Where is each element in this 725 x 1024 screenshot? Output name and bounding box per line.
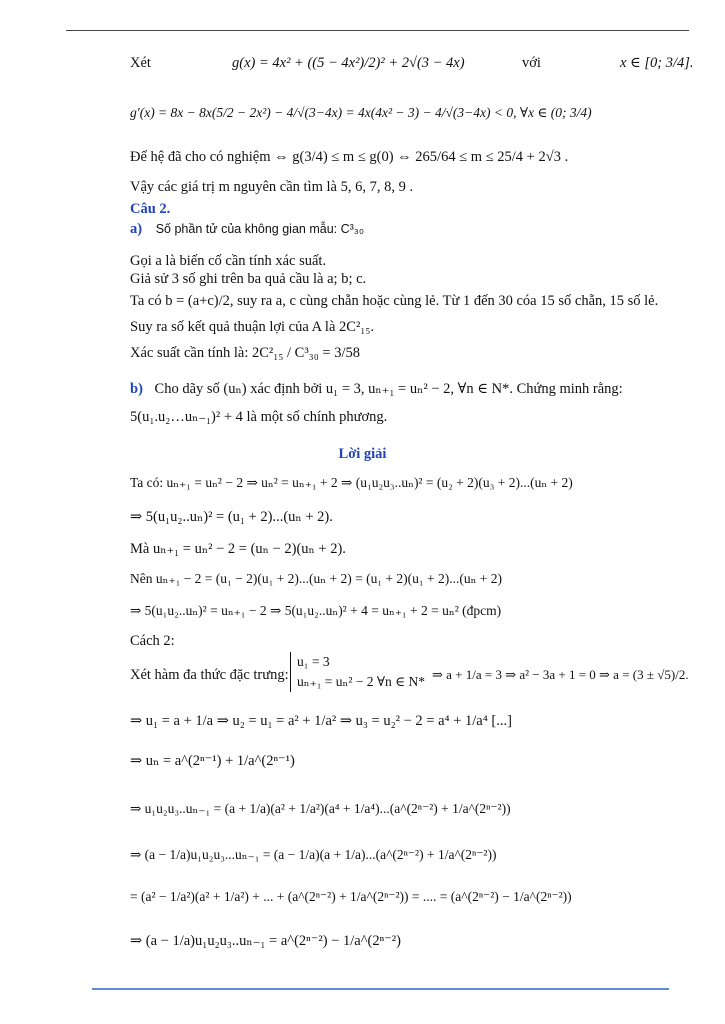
solution-title: Lời giải xyxy=(338,446,387,462)
formula-g: g(x) = 4x² + ((5 − 4x²)/2)² + 2√(3 − 4x) xyxy=(232,55,465,71)
system-eq-1: u₁ = 3 xyxy=(297,654,330,669)
question-2b-label: b) xyxy=(130,381,143,397)
question-2a-line xyxy=(130,220,364,238)
solution-line-12: = (a² − 1/a²)(a² + 1/a²) + ... + (a^(2ⁿ⁻²) + 1/a^(2ⁿ⁻²)) = .... = (a^(2ⁿ⁻²) − 1/a^(2ⁿ⁻²)) xyxy=(130,889,572,904)
solution-method-2: Cách 2: xyxy=(130,633,175,649)
text-p2: Giả sử 3 số ghi trên ba quả cầu là a; b; c. xyxy=(130,271,367,287)
solution-line-5: ⇒ 5(u₁u₂..uₙ)² = uₙ₊₁ − 2 ⇒ 5(u₁u₂..uₙ)² + 4 = uₙ₊₁ + 2 = uₙ² (đpcm) xyxy=(130,603,502,618)
text-characteristic-result: ⇒ a + 1/a = 3 ⇒ a² − 3a + 1 = 0 ⇒ a = (3 ± √5)/2. xyxy=(432,667,689,682)
text-characteristic: Xét hàm đa thức đặc trưng: xyxy=(130,667,289,683)
formula-domain: x ∈ [0; 3/4]. xyxy=(620,55,694,71)
solution-line-8: ⇒ u₁ = a + 1/a ⇒ u₂ = u₁ = a² + 1/a² ⇒ u₃ = u₂² − 2 = a⁴ + 1/a⁴ [...] xyxy=(130,713,512,729)
text-p5: Xác suất cần tính là: 2C²₁₅ / C³₃₀ = 3/58 xyxy=(130,345,360,361)
solution-line-3: Mà uₙ₊₁ = uₙ² − 2 = (uₙ − 2)(uₙ + 2). xyxy=(130,541,346,557)
text-with: với xyxy=(522,55,541,71)
text-p4: Suy ra số kết quả thuận lợi của A là 2C²₁₅. xyxy=(130,319,375,335)
solution-line-13: ⇒ (a − 1/a)u₁u₂u₃..uₙ₋₁ = a^(2ⁿ⁻²) − 1/a^(2ⁿ⁻²) xyxy=(130,933,401,949)
text-xet-label: Xét xyxy=(130,55,151,71)
system-brace xyxy=(290,652,425,692)
solution-line-11: ⇒ (a − 1/a)u₁u₂u₃...uₙ₋₁ = (a − 1/a)(a + 1/a)...(a^(2ⁿ⁻²) + 1/a^(2ⁿ⁻²)) xyxy=(130,847,497,862)
question-2b-line xyxy=(130,380,623,398)
question-2b-text: Cho dãy số (uₙ) xác định bởi u₁ = 3, uₙ₊₁ = uₙ² − 2, ∀n ∈ N*. Chứng minh rằng: xyxy=(154,381,623,397)
solution-line-2: ⇒ 5(u₁u₂..uₙ)² = (u₁ + 2)...(uₙ + 2). xyxy=(130,509,333,525)
header-rule xyxy=(66,30,689,31)
system-eq-2: uₙ₊₁ = uₙ² − 2 ∀n ∈ N* xyxy=(297,674,426,689)
text-p3: Ta có b = (a+c)/2, suy ra a, c cùng chẵn hoặc cùng lẻ. Từ 1 đến 30 cóa 15 số chẵn, 15 số lẻ. xyxy=(130,293,659,309)
solution-line-1: Ta có: uₙ₊₁ = uₙ² − 2 ⇒ uₙ² = uₙ₊₁ + 2 ⇒ (u₁u₂u₃..uₙ)² = (u₂ + 2)(u₃ + 2)...(uₙ + 2) xyxy=(130,475,573,490)
text-p1: Gọi a là biến cố cần tính xác suất. xyxy=(130,253,327,269)
formula-derivative: g′(x) = 8x − 8x(5/2 − 2x²) − 4/√(3−4x) = 4x(4x² − 3) − 4/√(3−4x) < 0, ∀x ∈ (0; 3/4) xyxy=(130,105,592,120)
question-2-heading: Câu 2. xyxy=(130,201,171,217)
solution-line-4: Nên uₙ₊₁ − 2 = (u₁ − 2)(u₁ + 2)...(uₙ + 2) = (u₁ + 2)(u₁ + 2)...(uₙ + 2) xyxy=(130,571,503,586)
text-condition: Để hệ đã cho có nghiệm ⇔ g(3/4) ≤ m ≤ g(0) ⇔ 265/64 ≤ m ≤ 25/4 + 2√3 . xyxy=(130,149,569,165)
question-2b-text-2: 5(u₁.u₂…uₙ₋₁)² + 4 là một số chính phương. xyxy=(130,409,388,425)
solution-line-10: ⇒ u₁u₂u₃..uₙ₋₁ = (a + 1/a)(a² + 1/a²)(a⁴ + 1/a⁴)...(a^(2ⁿ⁻²) + 1/a^(2ⁿ⁻²)) xyxy=(130,801,511,816)
question-2a-label: a) xyxy=(130,221,143,237)
solution-line-9: ⇒ uₙ = a^(2ⁿ⁻¹) + 1/a^(2ⁿ⁻¹) xyxy=(130,753,295,769)
question-2a-text: Số phần tử của không gian mẫu: C³₃₀ xyxy=(155,222,365,236)
footer-rule xyxy=(92,988,669,990)
text-conclusion: Vậy các giá trị m nguyên cần tìm là 5, 6, 7, 8, 9 . xyxy=(130,179,414,195)
